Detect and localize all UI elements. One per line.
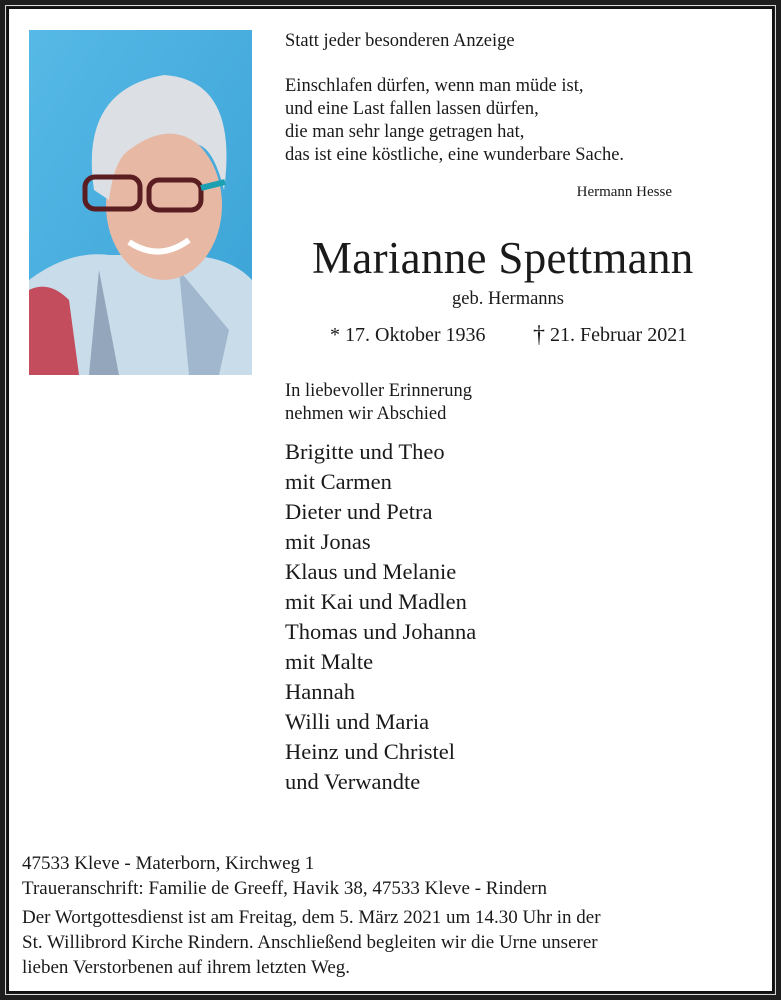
family-line: Willi und Maria — [285, 709, 430, 734]
death-date: 21. Februar 2021 — [550, 324, 688, 346]
poem-line: Einschlafen dürfen, wenn man müde ist, — [285, 76, 584, 96]
family-line: mit Jonas — [285, 529, 371, 554]
poem-line: und eine Last fallen lassen dürfen, — [285, 99, 539, 119]
farewell-line: nehmen wir Abschied — [285, 404, 447, 424]
footer — [22, 851, 601, 980]
service-line: lieben Verstorbenen auf ihrem letzten Weg. — [22, 957, 351, 978]
poem — [285, 75, 624, 167]
family-line: Klaus und Melanie — [285, 559, 457, 584]
portrait-photo — [29, 30, 252, 375]
family-line: Brigitte und Theo — [285, 439, 445, 464]
family-group — [285, 557, 476, 617]
family-line: Thomas und Johanna — [285, 619, 477, 644]
deceased-name: Marianne Spettmann — [312, 233, 694, 283]
family-list — [285, 437, 476, 797]
service-line: St. Willibrord Kirche Rindern. Anschließend begleiten wir die Urne unserer — [22, 932, 598, 953]
farewell-line: In liebevoller Erinnerung — [285, 381, 472, 401]
service-line: Der Wortgottesdienst ist am Freitag, dem 5. März 2021 um 14.30 Uhr in der — [22, 907, 601, 928]
family-line: Hannah — [285, 679, 355, 704]
family-line: mit Kai und Madlen — [285, 589, 467, 614]
family-line: Heinz und Christel — [285, 739, 455, 764]
address: 47533 Kleve - Materborn, Kirchweg 1 — [22, 853, 315, 874]
family-line: mit Malte — [285, 649, 374, 674]
poem-line: das ist eine köstliche, eine wunderbare Sache. — [285, 145, 625, 165]
family-line: Dieter und Petra — [285, 499, 433, 524]
family-line: und Verwandte — [285, 769, 421, 794]
farewell-text — [285, 380, 472, 426]
birth-date: * 17. Oktober 1936 — [330, 324, 486, 346]
poem-line: die man sehr lange getragen hat, — [285, 122, 525, 142]
family-group — [285, 707, 476, 737]
poem-author: Hermann Hesse — [576, 184, 672, 200]
family-line: mit Carmen — [285, 469, 392, 494]
cross-icon: † — [533, 322, 545, 348]
family-group — [285, 437, 476, 497]
family-group — [285, 737, 476, 797]
family-group — [285, 677, 476, 707]
family-group — [285, 497, 476, 557]
service-info — [22, 905, 601, 980]
header-text: Statt jeder besonderen Anzeige — [285, 31, 515, 51]
family-group — [285, 617, 476, 677]
mourning-address: Traueranschrift: Familie de Greeff, Havik 38, 47533 Kleve - Rindern — [22, 878, 548, 899]
birth-name: geb. Hermanns — [452, 289, 564, 309]
